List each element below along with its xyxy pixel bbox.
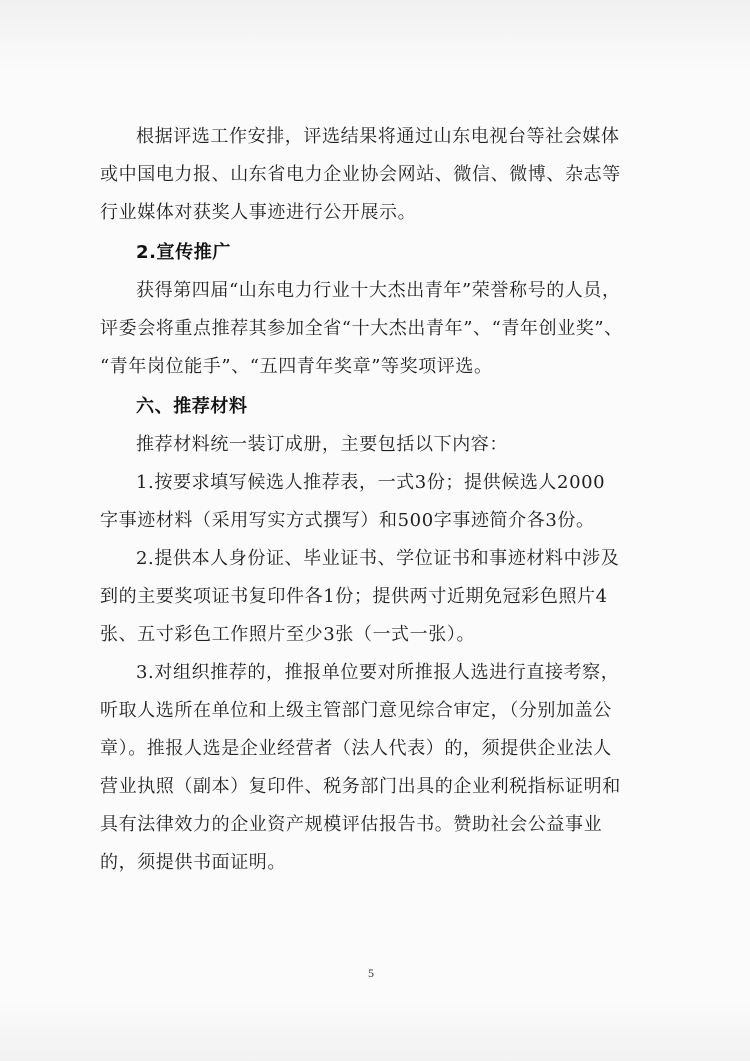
paragraph-line: “青年岗位能手”、“五四青年奖章”等奖项评选。 (100, 356, 493, 377)
section-heading: 2.宣传推广 (136, 242, 231, 263)
page-number: 5 (368, 966, 374, 980)
paragraph-line: 听取人选所在单位和上级主管部门意见综合审定，（分别加盖公 (100, 700, 612, 721)
paragraph-line: 3.对组织推荐的，推报单位要对所推报人选进行直接考察， (136, 662, 620, 683)
paragraph-line: 推荐材料统一装订成册，主要包括以下内容： (136, 434, 508, 455)
paragraph-line: 的，须提供书面证明。 (100, 852, 286, 873)
paragraph-line: 字事迹材料（采用写实方式撰写）和500字事迹简介各3份。 (100, 510, 595, 531)
paragraph-line: 营业执照（副本）复印件、税务部门出具的企业利税指标证明和 (100, 776, 621, 797)
scan-shade-bottom (0, 1001, 750, 1061)
paragraph-line: 章）。推报人选是企业经营者（法人代表）的，须提供企业法人 (100, 738, 612, 759)
paragraph-line: 根据评选工作安排，评选结果将通过山东电视台等社会媒体 (136, 126, 620, 147)
paragraph-line: 2.提供本人身份证、毕业证书、学位证书和事迹材料中涉及 (136, 548, 620, 569)
paragraph-line: 1.按要求填写候选人推荐表，一式3份；提供候选人2000 (136, 472, 606, 493)
paragraph-line: 评委会将重点推荐其参加全省“十大杰出青年”、“青年创业奖”、 (100, 318, 623, 339)
section-heading: 六、推荐材料 (136, 396, 248, 417)
paragraph-line: 或中国电力报、山东省电力企业协会网站、微信、微博、杂志等 (100, 164, 621, 185)
paragraph-line: 行业媒体对获奖人事迹进行公开展示。 (100, 202, 417, 223)
scan-shade-top (0, 0, 750, 70)
paragraph-line: 具有法律效力的企业资产规模评估报告书。赞助社会公益事业 (100, 814, 603, 835)
paragraph-line: 到的主要奖项证书复印件各1份；提供两寸近期免冠彩色照片4 (100, 586, 608, 607)
paragraph-line: 获得第四届“山东电力行业十大杰出青年”荣誉称号的人员， (136, 280, 621, 301)
paragraph-line: 张、五寸彩色工作照片至少3张（一式一张）。 (100, 624, 476, 645)
